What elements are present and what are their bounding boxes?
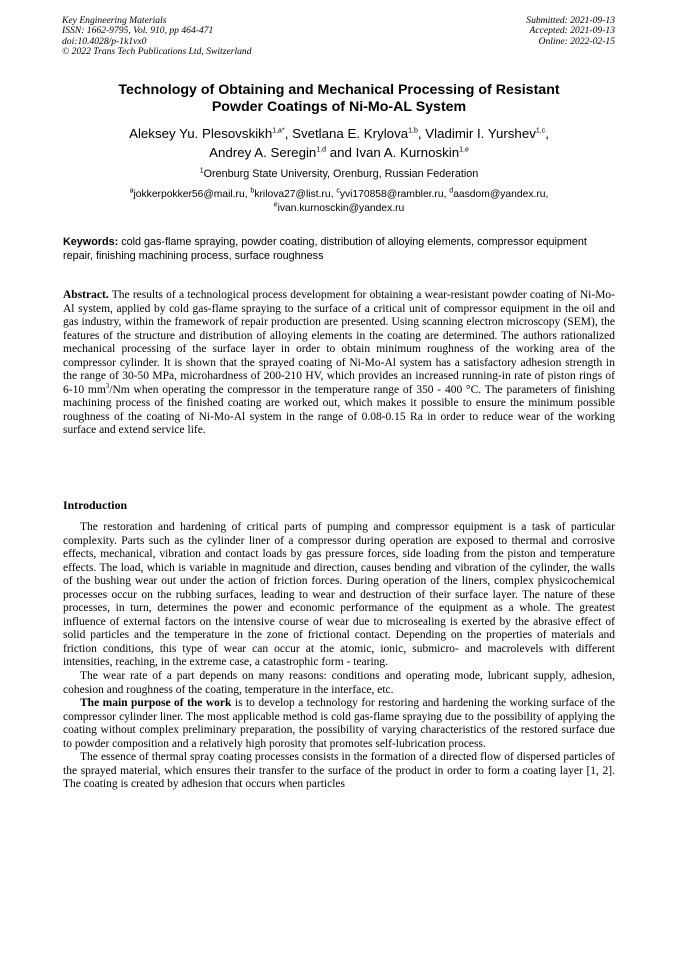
author-affiliation-mark: 1,a* bbox=[272, 127, 285, 135]
email-address: jokkerpokker56@mail.ru, bbox=[133, 189, 251, 200]
journal-info bbox=[62, 16, 252, 58]
author-name: Vladimir I. Yurshev bbox=[425, 126, 536, 141]
introduction-body bbox=[63, 521, 615, 792]
email-mark: c bbox=[336, 187, 340, 195]
emails-line-1 bbox=[40, 188, 638, 202]
paragraph bbox=[63, 697, 615, 751]
email-address: krilova27@list.ru, bbox=[254, 189, 337, 200]
abstract-superscript: 3 bbox=[105, 382, 110, 390]
author-separator: and bbox=[326, 145, 356, 160]
author-affiliation-mark: 1,b bbox=[408, 127, 418, 135]
author-affiliation-mark: 1,c bbox=[535, 127, 546, 135]
email-mark: b bbox=[250, 187, 255, 195]
author-emails bbox=[40, 188, 638, 216]
emails-line-2 bbox=[40, 202, 638, 216]
authors-line-2 bbox=[30, 143, 648, 162]
email-address: aasdom@yandex.ru, bbox=[453, 189, 549, 200]
author-separator: , bbox=[284, 126, 293, 141]
abstract-text: The results of a technological process development for obtaining a wear-resistant powder coating of Ni-Mo-Al system, applied by cold gas-flame spraying to the surface of a critical unit of compressor equipment in the oil and gas industry, within the framework of repair production are presented. Using scanning electron microscopy (SEM), the features of the structure and distribution of alloying elements in the coating are determined. The authors rationalized mechanical processing of the surface layer in order to obtain minimum roughness of the working area of the compressor cylinder. It is shown that the sprayed coating of Ni-Mo-Al system has a satisfactory adhesion strength in the range of 30-50 MPa, microhardness of 200-210 HV, which provides an increased running-in rate of piston rings of 6-10 mm bbox=[63, 289, 615, 396]
copyright-line: © 2022 Trans Tech Publications Ltd, Switzerland bbox=[62, 46, 252, 58]
email-mark: e bbox=[273, 201, 278, 209]
keywords-section bbox=[63, 236, 615, 263]
doi-line: doi:10.4028/p-1k1vx0 bbox=[62, 35, 147, 47]
author-affiliation-mark: 1,e bbox=[459, 146, 469, 154]
abstract-text-continued: /Nm when operating the compressor in the temperature range of 350 - 400 °C. The parameters of finishing machining process of the finished coating are worked out, which makes it possible to ensure the minimum possible roughness of the coating of Ni-Mo-Al system in the range of 0.08-0.15 Ra in order to reduce wear of the working surface and extend service life. bbox=[63, 383, 615, 437]
paragraph: The restoration and hardening of critical parts of pumping and compressor equipment is a task of particular complexity. Parts such as the cylinder liner of a compressor during operation are exposed to thermal and corrosive effects, mechanical, vibration and contact loads by gas pressure forces, side loading from the piston and temperature effects. The load, which is variable in magnitude and direction, causes bending and vibration of the cylinder, the walls of the bushing wear out under the action of friction forces. During operation of the liners, complex physicochemical processes occur on the rubbing surfaces, leading to wear and destruction of their surface layer. The nature of these processes, in turn, determines the power and economic performance of the equipment as a whole. The greatest influence of external factors on the intensive course of wear due to microsealing is exerted by the abrasive effect of solid particles and the temperature in the zone of frictional contact. Depending on the properties of materials and friction conditions, this type of wear can occur at the atomic, ionic, submicro- and macrolevels with different intensities, reaching, in the extreme case, a catastrophic form - tearing. bbox=[63, 521, 615, 669]
author-separator: , bbox=[545, 126, 549, 141]
email-mark: a bbox=[129, 187, 134, 195]
abstract-label: Abstract. bbox=[63, 289, 109, 301]
authors-line-1 bbox=[30, 124, 648, 143]
accepted-date: Accepted: 2021-09-13 bbox=[529, 25, 615, 37]
journal-name: Key Engineering Materials bbox=[62, 15, 167, 26]
paragraph: The essence of thermal spray coating processes consists in the formation of a directed flow of dispersed particles of the sprayed material, which ensures their transfer to the surface of the product in order to form a coating layer [1, 2]. The coating is created by adhesion that occurs when particles bbox=[63, 751, 615, 791]
title-line-2: Powder Coatings of Ni-Mo-AL System bbox=[211, 99, 467, 115]
introduction-heading: Introduction bbox=[63, 498, 128, 512]
keywords-label: Keywords: bbox=[63, 236, 119, 248]
submitted-date: Submitted: 2021-09-13 bbox=[526, 15, 615, 26]
online-date: Online: 2022-02-15 bbox=[538, 35, 615, 47]
paper-title bbox=[40, 82, 638, 116]
paragraph-text: is to develop a technology for restoring and hardening the working surface of the compressor cylinder liner. The most applicable method is cold gas-flame spraying due to the possibility of applying the coating without complex preliminary preparation, the possibility of varying characteristics of the restored surface due to powder composition and a relatively high porosity that promotes self-lubrication process. bbox=[63, 697, 615, 750]
email-address: ivan.kurnosckin@yandex.ru bbox=[277, 203, 405, 214]
title-line-1: Technology of Obtaining and Mechanical Processing of Resistant bbox=[118, 82, 560, 98]
email-address: yvi170858@rambler.ru, bbox=[339, 189, 450, 200]
author-separator: , bbox=[417, 126, 426, 141]
author-name: Aleksey Yu. Plesovskikh bbox=[129, 126, 273, 141]
issn-line: ISSN: 1662-9795, Vol. 910, pp 464-471 bbox=[62, 25, 214, 37]
author-name: Ivan A. Kurnoskin bbox=[355, 145, 460, 160]
author-list bbox=[30, 124, 648, 162]
author-affiliation-mark: 1,d bbox=[316, 146, 327, 154]
author-name: Svetlana E. Krylova bbox=[292, 126, 409, 141]
abstract-section bbox=[63, 289, 615, 438]
publication-dates bbox=[526, 16, 615, 47]
email-mark: d bbox=[449, 187, 454, 195]
keywords-text: cold gas-flame spraying, powder coating, distribution of alloying elements, compressor equipment repair, finishing machining process, surface roughness bbox=[63, 236, 587, 262]
affiliation-text: Orenburg State University, Orenburg, Russian Federation bbox=[203, 168, 479, 180]
paragraph-lead: The main purpose of the work bbox=[80, 697, 232, 710]
affiliation bbox=[40, 168, 638, 180]
affiliation-mark: 1 bbox=[199, 167, 204, 175]
paragraph: The wear rate of a part depends on many reasons: conditions and operating mode, lubricant supply, adhesion, cohesion and roughness of the coating, temperature in the interface, etc. bbox=[63, 670, 615, 696]
author-name: Andrey A. Seregin bbox=[209, 145, 317, 160]
